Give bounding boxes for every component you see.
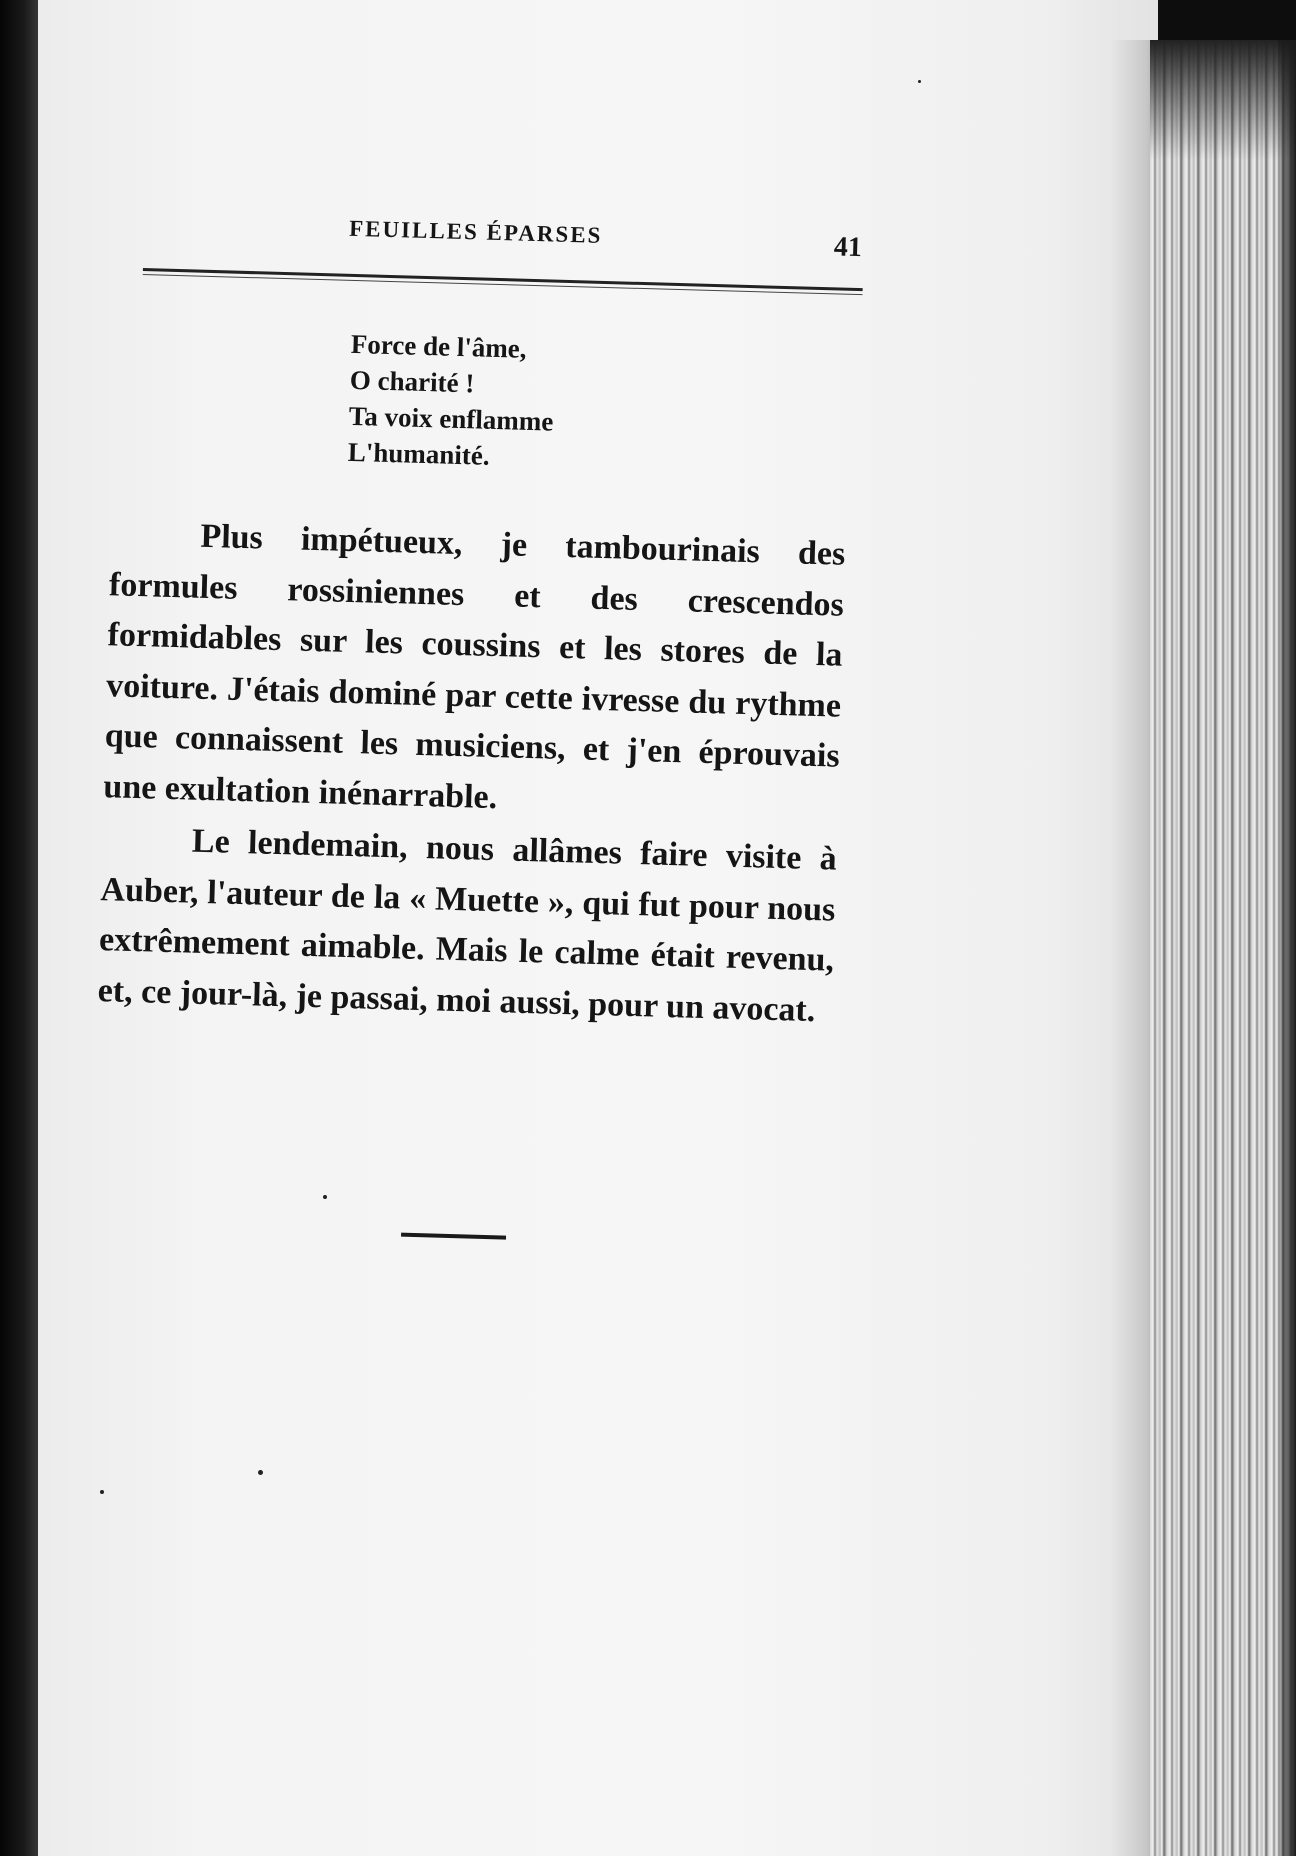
paragraph: Le lendemain, nous allâmes faire visite à Auber, l'auteur de la « Muette », qui fut pour nous extrêmement aimable. Mais le calme était revenu, et, ce jour-là, je passai, moi aussi, pour un avocat. [97, 822, 838, 1029]
body-text [97, 509, 846, 1036]
page-number: 41 [833, 231, 863, 264]
paragraph: Plus impétueux, je tambourinais des formules rossiniennes et des crescendos formidables sur les coussins et les stores de la voiture. J'étais dominé par cette ivresse du rythme que connaissent les musiciens, et j'en éprouvais une exultation inénarrable. [102, 517, 846, 816]
dust-speck [918, 80, 921, 83]
page-content [54, 0, 886, 1856]
page-edges-stack [1150, 40, 1296, 1856]
verse-block [347, 326, 555, 476]
verse-line: Ta voix enflamme [348, 400, 554, 437]
binding-edge [0, 0, 40, 1856]
section-end-rule [401, 1233, 506, 1240]
running-title: FEUILLES ÉPARSES [348, 215, 603, 248]
header-rule [143, 268, 863, 291]
verse-line: O charité ! [349, 364, 475, 399]
verse-line: L'humanité. [347, 436, 491, 471]
verse-line: Force de l'âme, [350, 328, 527, 364]
